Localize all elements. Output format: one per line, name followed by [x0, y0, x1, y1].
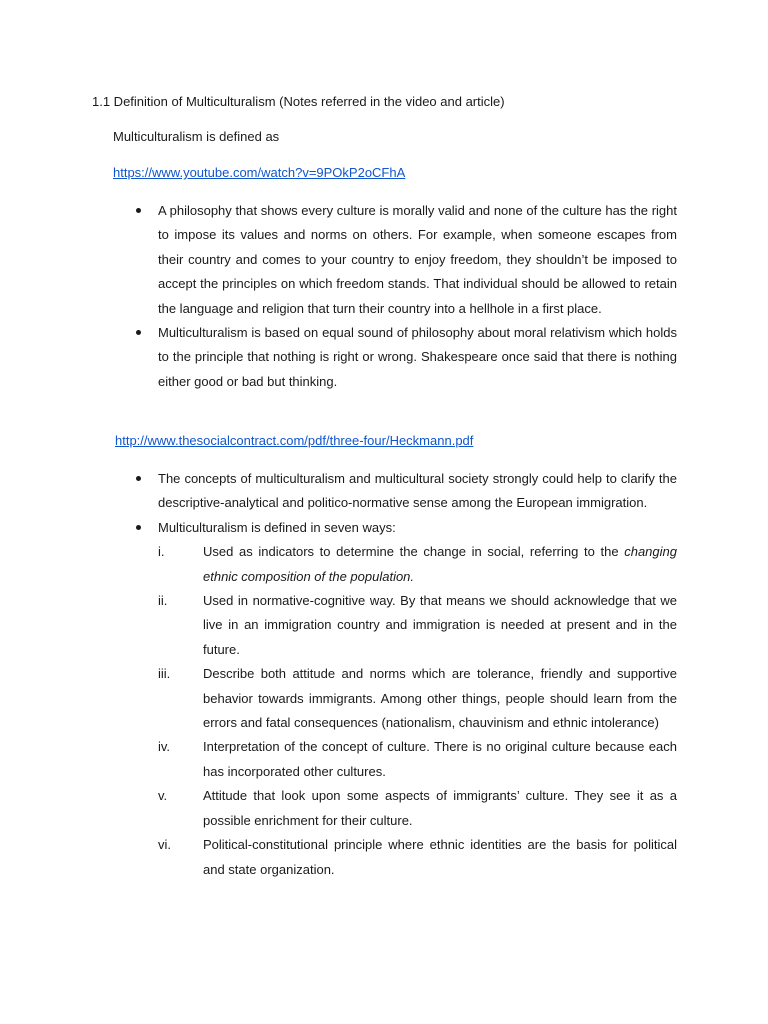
seven-ways-intro: Multiculturalism is defined in seven ways: [158, 519, 396, 535]
list-numeral: i. [158, 544, 165, 560]
list-item-text: Used as indicators to determine the change in social, referring to the [203, 544, 619, 560]
list-item-text: Describe both attitude and norms which are tolerance, friendly and supportive behavior towards immigrants. Among other things, people should learn from the errors and fatal consequences (nationalism, chauvinism and ethnic intolerance) [203, 666, 677, 731]
list-item [158, 540, 677, 589]
list-numeral: ii. [158, 593, 168, 609]
bullet-item: Multiculturalism is based on equal sound of philosophy about moral relativism which holds to the principle that nothing is right or wrong. Shakespeare once said that there is nothing either good or bad but thinking. [136, 321, 677, 394]
bullet-list-1 [136, 199, 677, 394]
roman-numeral-list [158, 540, 677, 882]
list-numeral: v. [158, 788, 168, 804]
list-item-text: Political-constitutional principle where ethnic identities are the basis for political and state organization. [203, 837, 677, 877]
section-heading: 1.1 Definition of Multiculturalism (Notes referred in the video and article) [92, 94, 505, 109]
bullet-item-seven-ways [136, 516, 677, 882]
list-item [158, 833, 677, 882]
list-item [158, 784, 677, 833]
intro-text: Multiculturalism is defined as [113, 129, 280, 144]
bullet-item: The concepts of multiculturalism and multicultural society strongly could help to clarify the descriptive-analytical and politico-normative sense among the European immigration. [136, 467, 677, 516]
list-item [158, 735, 677, 784]
heckmann-pdf-link[interactable]: http://www.thesocialcontract.com/pdf/three-four/Heckmann.pdf [115, 433, 474, 448]
list-item-text: Used in normative-cognitive way. By that means we should acknowledge that we live in an immigration country and immigration is needed at present and in the future. [203, 593, 677, 657]
youtube-link[interactable]: https://www.youtube.com/watch?v=9POkP2oCFhA [113, 165, 406, 180]
list-item-text: Attitude that look upon some aspects of immigrants’ culture. They see it as a possible enrichment for their culture. [203, 788, 677, 828]
list-item-emphasis: changing ethnic composition of the population. [203, 544, 677, 584]
bullet-list-2 [136, 467, 677, 882]
list-numeral: iv. [158, 739, 171, 755]
list-numeral: iii. [158, 666, 171, 682]
list-item-text: Interpretation of the concept of culture. There is no original culture because each has incorporated other cultures. [203, 739, 677, 779]
list-item [158, 662, 677, 735]
list-item [158, 589, 677, 662]
list-numeral: vi. [158, 837, 171, 853]
bullet-item: A philosophy that shows every culture is morally valid and none of the culture has the right to impose its values and norms on others. For example, when someone escapes from their country and comes to your country to enjoy freedom, they shouldn’t be imposed to accept the principles on which freedom stands. That individual should be allowed to retain the language and religion that turn their country into a hellhole in a first place. [136, 199, 677, 321]
